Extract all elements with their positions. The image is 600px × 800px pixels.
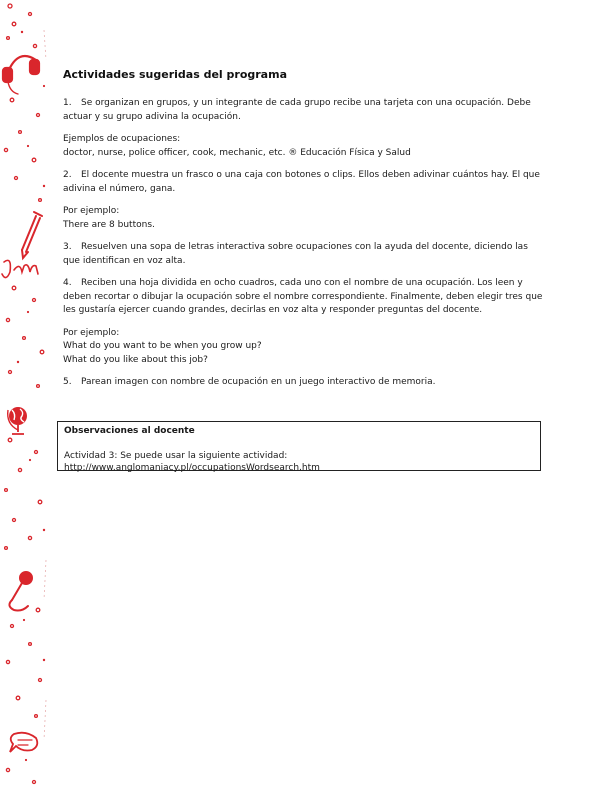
activity-5 — [63, 376, 543, 390]
activity-text: Se organizan en grupos, y un integrante de cada grupo recibe una tarjeta con una ocupación. Debe actuar y su grupo adivina la ocupación. — [63, 98, 531, 122]
globe-icon — [8, 407, 27, 434]
activity-3 — [63, 241, 543, 268]
examples-occupations — [63, 133, 543, 160]
observations-title: Observaciones al docente — [64, 426, 195, 436]
speech-bubble-icon — [10, 733, 37, 752]
activity-text: Resuelven una sopa de letras interactiva sobre ocupaciones con la ayuda del docente, diciendo las que identifican en voz alta. — [63, 242, 528, 266]
microphone-icon — [9, 572, 32, 611]
activity-number: 2. — [63, 170, 72, 180]
activity-1 — [63, 97, 543, 124]
observations-link[interactable]: http://www.anglomaniacy.pl/occupationsWordsearch.htm — [64, 463, 320, 473]
activity-4 — [63, 277, 543, 318]
page-title: Actividades sugeridas del programa — [63, 68, 287, 81]
examples-label: Por ejemplo: — [63, 206, 120, 216]
activity-text: El docente muestra un frasco o una caja con botones o clips. Ellos deben adivinar cuántos hay. El que adivina el número, gana. — [63, 170, 540, 194]
decorative-border — [0, 0, 60, 800]
examples-label: Por ejemplo: — [63, 327, 120, 338]
examples-buttons — [63, 205, 543, 232]
activity-text: Reciben una hoja dividida en ocho cuadros, cada uno con el nombre de una ocupación. Los leen y deben recortar o dibujar la ocupación sobre el nombre correspondiente. Finalmente, deben elegir tres que les gustaría ejercer cuando grandes, decirlas en voz alta y responder preguntas del docente. — [63, 278, 543, 315]
examples-text: doctor, nurse, police officer, cook, mechanic, etc. ® Educación Física y Salud — [63, 147, 411, 158]
activity-text: Parean imagen con nombre de ocupación en un juego interactivo de memoria. — [81, 377, 436, 387]
examples-question-1: What do you want to be when you grow up? — [63, 341, 262, 351]
activity-number: 3. — [63, 242, 72, 252]
examples-text: There are 8 buttons. — [63, 219, 155, 230]
activity-number: 4. — [63, 278, 72, 288]
observations-text: Actividad 3: Se puede usar la siguiente actividad: — [64, 450, 288, 461]
activity-2 — [63, 169, 543, 196]
examples-label: Ejemplos de ocupaciones: — [63, 134, 181, 144]
activity-number: 5. — [63, 377, 72, 387]
pencil-icon — [2, 212, 42, 278]
headphones-icon — [3, 56, 39, 94]
examples-question-2: What do you like about this job? — [63, 354, 208, 365]
main-content — [63, 68, 543, 399]
examples-questions — [63, 327, 543, 368]
observations-box — [57, 421, 541, 471]
activity-number: 1. — [63, 98, 72, 108]
